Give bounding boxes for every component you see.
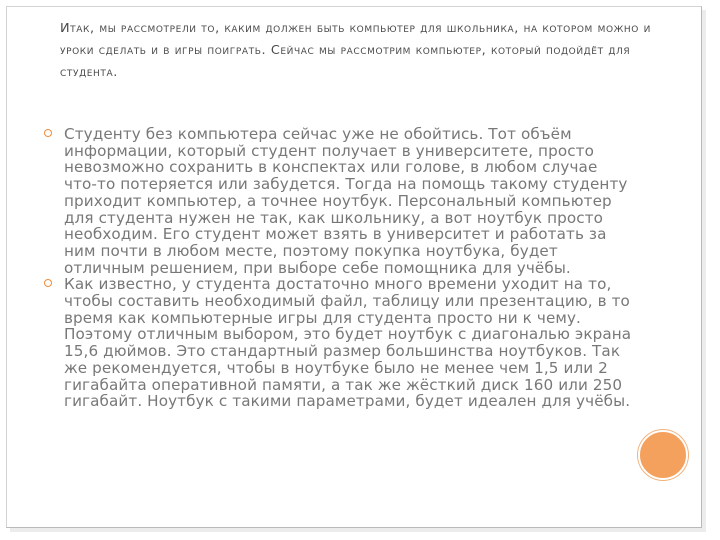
slide-title: Итак, мы рассмотрели то, каким должен быть компьютер для школьника, на котором можно и уроки сделать и в игры поиграть. Сейчас мы рассмотрим компьютер, который подойдёт для студента. (60, 21, 651, 80)
content-list (44, 126, 634, 410)
orange-accent-circle (638, 430, 688, 480)
hollow-circle-bullet-icon (44, 279, 52, 287)
list-item-student-need-laptop (44, 126, 634, 276)
list-item-text: Студенту без компьютера сейчас уже не обойтись. Тот объём информации, который студент получает в университете, просто невозможно сохранить в конспектах или голове, в любом случае что-то потеряется или забудется. Тогда на помощь такому студенту приходит компьютер, а точнее ноутбук. Персональный компьютер для студента нужен не так, как школьнику, а вот ноутбук просто необходим. Его студент может взять в университет и работать за ним почти в любом месте, поэтому покупка ноутбука, будет отличным решением, при выборе себе помощника для учёбы. (64, 125, 628, 277)
list-item-text: Как известно, у студента достаточно много времени уходит на то, чтобы составить необходимый файл, таблицу или презентацию, в то время как компьютерные игры для студента просто ни к чему. Поэтому отличным выбором, это будет ноутбук с диагональю экрана 15,6 дюймов. Это стандартный размер большинства ноутбуков. Так же рекомендуется, чтобы в ноутбуке было не менее чем 1,5 или 2 гигабайта оперативной памяти, а так же жёсткий диск 160 или 250 гигабайт. Ноутбук с такими параметрами, будет идеален для учёбы. (64, 275, 632, 411)
hollow-circle-bullet-icon (44, 129, 52, 137)
list-item-laptop-specs (44, 276, 634, 410)
